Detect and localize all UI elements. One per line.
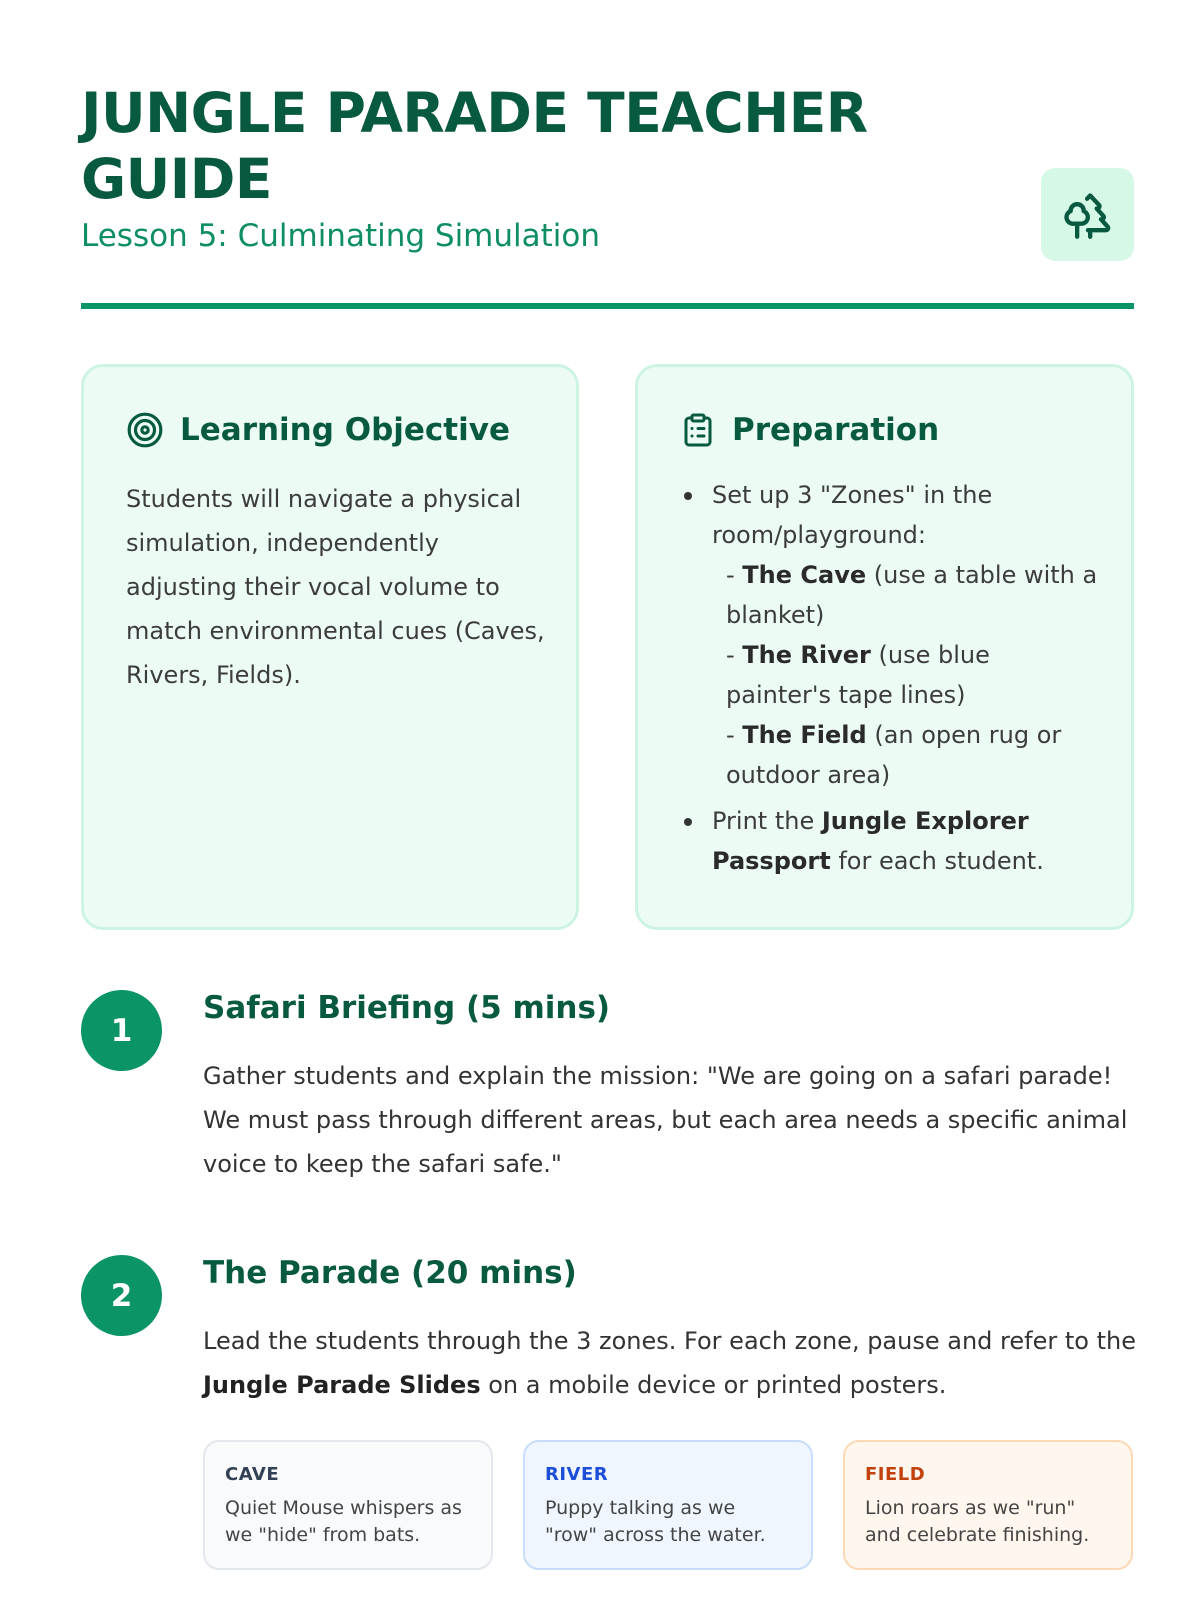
step-number-badge: 1: [81, 990, 162, 1071]
step-title: Safari Briefing (5 mins): [203, 990, 611, 1026]
preparation-heading-row: [680, 411, 939, 449]
zone-card-cave: [203, 1440, 493, 1570]
step-body: Lead the students through the 3 zones. For each zone, pause and refer to the Jungle Parade Slides on a mobile device or printed posters.: [203, 1327, 1136, 1399]
objective-heading: Learning Objective: [180, 412, 510, 448]
zone-card-river: [523, 1440, 813, 1570]
zone-description: Lion roars as we "run" and celebrate finishing.: [865, 1497, 1090, 1546]
step-number-badge: 2: [81, 1255, 162, 1336]
zone-label: RIVER: [545, 1464, 609, 1485]
step-body: Gather students and explain the mission: "We are going on a safari parade! We must pass through different areas, but each area needs a specific animal voice to keep the safari safe.": [203, 1062, 1128, 1178]
lesson-subtitle: Lesson 5: Culminating Simulation: [81, 218, 601, 254]
zone-description: Puppy talking as we "row" across the water.: [545, 1497, 766, 1546]
zone-setup-cave: - The Cave (use a table with a blanket): [726, 561, 1098, 629]
zone-label: CAVE: [225, 1464, 280, 1485]
trees-icon: [1062, 189, 1114, 241]
zone-label: FIELD: [865, 1464, 926, 1485]
list-item: Set up 3 "Zones" in the room/playground: - The Cave (use a table with a blanket) - The River (use blue painter's tape lines) - The Field (an open rug or outdoor area): [680, 475, 1100, 795]
preparation-heading: Preparation: [732, 412, 940, 448]
objective-heading-row: [126, 411, 510, 449]
zone-setup-field: - The Field (an open rug or outdoor area): [726, 721, 1062, 789]
preparation-card: [635, 364, 1134, 930]
header-divider: [81, 303, 1134, 309]
list-item: Print the Jungle Explorer Passport for each student.: [680, 801, 1100, 881]
step-title: The Parade (20 mins): [203, 1255, 577, 1291]
zone-setup-river: - The River (use blue painter's tape lines): [726, 641, 990, 709]
preparation-list: [680, 475, 1100, 881]
logo-badge: [1041, 168, 1134, 261]
page-title: JUNGLE PARADE TEACHER GUIDE: [81, 81, 868, 211]
objective-text: Students will navigate a physical simulation, independently adjusting their vocal volume to match environmental cues (Caves, Rivers, Fields).: [126, 485, 545, 689]
target-icon: [126, 411, 164, 449]
zone-card-field: [843, 1440, 1133, 1570]
clipboard-icon: [680, 411, 716, 449]
header: [81, 80, 1134, 310]
zone-description: Quiet Mouse whispers as we "hide" from bats.: [225, 1497, 462, 1546]
learning-objective-card: [81, 364, 579, 930]
